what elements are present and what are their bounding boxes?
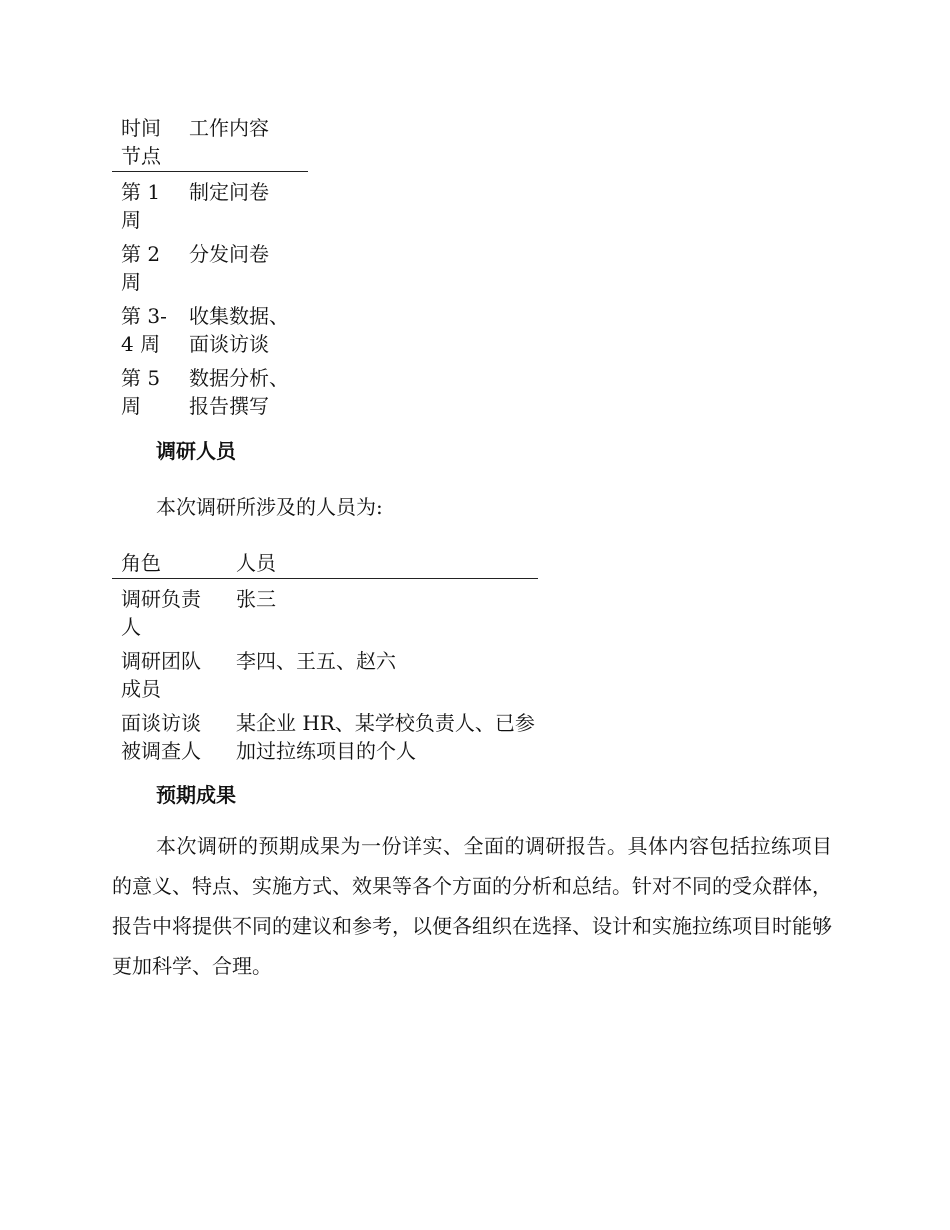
table-cell: 面谈访谈被调查人 — [121, 711, 201, 763]
column-header-work: 工作内容 — [189, 114, 308, 172]
table-cell: 数据分析、报告撰写 — [189, 366, 289, 418]
table-row — [112, 359, 308, 421]
table-cell: 第 2 周 — [121, 242, 161, 294]
table-row — [112, 297, 308, 359]
personnel-intro-text: 本次调研所涉及的人员为: — [156, 495, 383, 519]
table-cell: 第 3-4 周 — [121, 304, 167, 356]
column-header-people: 人员 — [236, 549, 538, 579]
table-cell: 调研负责人 — [121, 587, 201, 639]
table-cell: 收集数据、面谈访谈 — [189, 304, 289, 356]
table-cell: 调研团队成员 — [121, 649, 201, 701]
table-row — [112, 579, 538, 643]
table-row — [112, 235, 308, 297]
table-cell: 第 1 周 — [121, 180, 161, 232]
table-header-row — [112, 549, 538, 579]
schedule-table — [112, 114, 308, 421]
table-cell: 某企业 HR、某学校负责人、已参加过拉练项目的个人 — [236, 711, 535, 763]
section-heading-outcome: 预期成果 — [156, 783, 236, 807]
table-cell: 第 5 周 — [121, 366, 161, 418]
table-cell: 制定问卷 — [189, 180, 269, 204]
section-heading-personnel: 调研人员 — [156, 439, 236, 463]
table-row — [112, 704, 538, 766]
column-header-time: 时间节点 — [112, 114, 189, 172]
table-row — [112, 642, 538, 704]
table-cell: 分发问卷 — [189, 242, 269, 266]
outcome-body-text: 本次调研的预期成果为一份详实、全面的调研报告。具体内容包括拉练项目的意义、特点、实施方式、效果等各个方面的分析和总结。针对不同的受众群体，报告中将提供不同的建议和参考，以便各组织在选择、设计和实施拉练项目时能够更加科学、合理。 — [112, 834, 832, 978]
table-header-row — [112, 114, 308, 172]
column-header-role: 角色 — [112, 549, 236, 579]
table-row — [112, 172, 308, 236]
table-cell: 张三 — [236, 587, 276, 611]
personnel-table — [112, 549, 538, 766]
table-cell: 李四、王五、赵六 — [236, 649, 396, 673]
